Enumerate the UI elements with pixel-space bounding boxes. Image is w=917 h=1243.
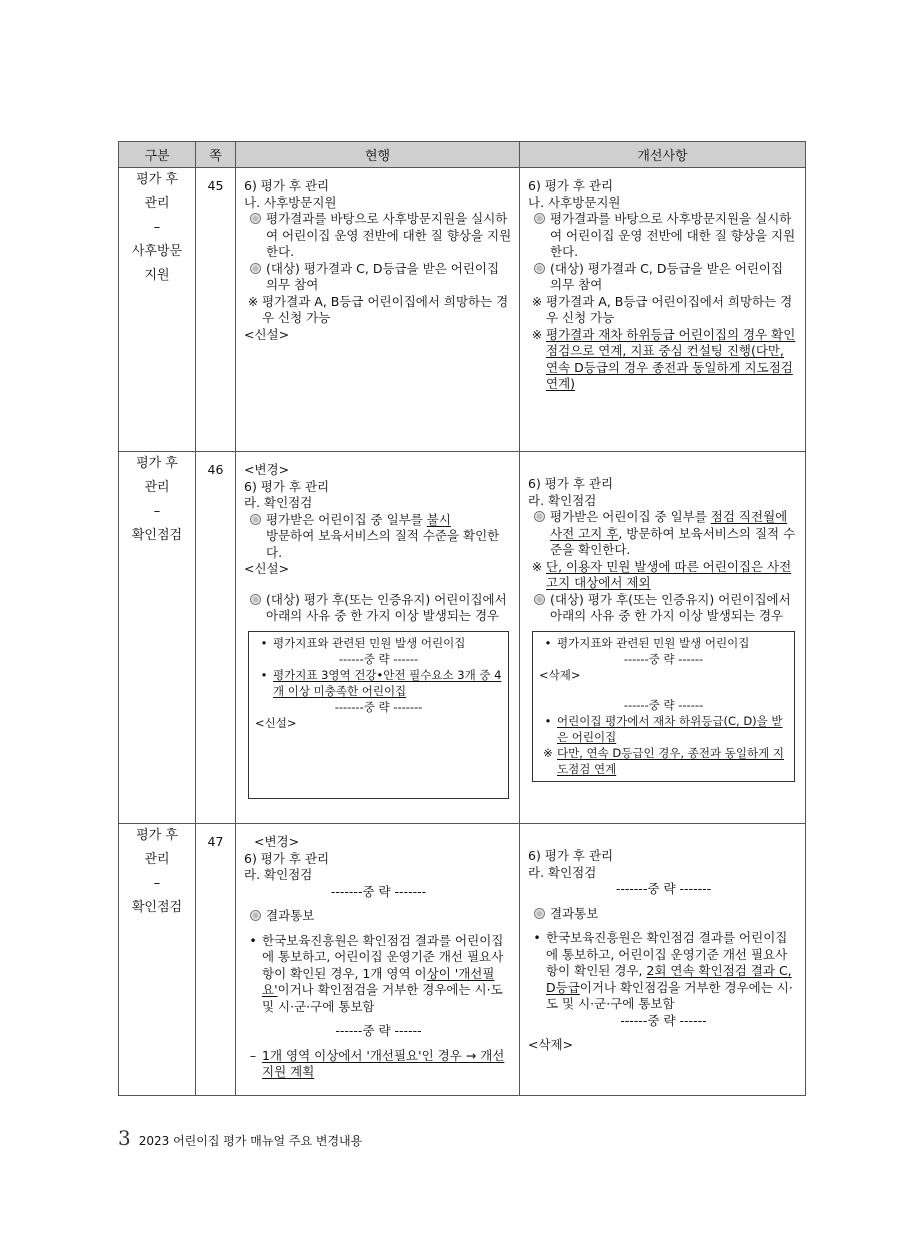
omission-mark: -------중 략 ------- xyxy=(330,883,427,899)
note-item xyxy=(528,294,799,327)
category-line: 관리 xyxy=(144,852,170,867)
reference-mark-icon: ※ xyxy=(543,745,553,760)
table-row xyxy=(119,168,806,452)
box-item xyxy=(539,713,788,745)
page-cell: 45 xyxy=(196,168,236,452)
box-text: 다만, 연속 D등급인 경우, 종전과 동일하게 지도점검 연계 xyxy=(557,745,784,776)
section-heading: 6) 평가 후 관리 xyxy=(244,478,330,494)
category-line: 관리 xyxy=(144,196,170,211)
table-row xyxy=(119,824,806,1096)
box-item xyxy=(539,635,788,651)
circle-bullet-icon xyxy=(244,512,266,562)
omission-mark: ------중 략 ------ xyxy=(335,1023,422,1038)
change-tag: <변경> xyxy=(244,462,290,477)
delete-tag: <삭제> xyxy=(539,667,581,682)
list-item xyxy=(244,1048,513,1081)
section-subheading: 나. 사후방문지원 xyxy=(528,194,621,210)
note-text: 단, 이용자 민원 발생에 따른 어린이집은 사전 고지 대상에서 제외 xyxy=(546,558,792,590)
box-text: 평가지표와 관련된 민원 발생 어린이집 xyxy=(557,635,750,650)
section-heading: 6) 평가 후 관리 xyxy=(528,848,614,863)
list-item xyxy=(528,906,799,923)
section-subheading: 나. 사후방문지원 xyxy=(244,194,337,210)
text-run: 이거나 확인점검을 거부한 경우에는 시·도 및 시·군·구에 통보함 xyxy=(262,982,503,1014)
dot-bullet-icon: • xyxy=(249,932,257,948)
omission-mark: ------중 략 ------ xyxy=(623,697,704,712)
circle-bullet-icon xyxy=(244,908,266,925)
text-run: 평가받은 어린이집 중 일부를 xyxy=(550,509,711,524)
dot-bullet-icon: • xyxy=(260,635,268,650)
box-item xyxy=(539,745,788,777)
list-item xyxy=(528,592,799,625)
circle-bullet-icon xyxy=(528,261,550,294)
item-text: 평가결과를 바탕으로 사후방문지원을 실시하여 어린이집 운영 전반에 대한 질 향상을 지원한다. xyxy=(266,211,512,259)
current-cell xyxy=(236,168,520,452)
list-item xyxy=(244,933,513,1016)
category-cell xyxy=(119,168,196,452)
category-line: 관리 xyxy=(144,480,170,495)
section-subheading: 라. 확인점검 xyxy=(528,864,597,880)
item-text xyxy=(262,933,513,1016)
section-heading: 6) 평가 후 관리 xyxy=(244,850,330,866)
reference-mark-icon: ※ xyxy=(531,558,543,574)
circle-bullet-icon xyxy=(528,211,550,261)
category-line: 사후방문 xyxy=(131,244,183,259)
circle-bullet-icon xyxy=(244,211,266,261)
text-run: 한국보육진흥원은 확인점검 결과를 어린이집에 통보하고, 어린이집 운영기준 개선 필요사항이 확인된 경우, xyxy=(546,930,788,978)
list-item xyxy=(528,930,799,1013)
page-footer xyxy=(118,1126,362,1150)
note-item xyxy=(244,294,513,327)
circle-bullet-icon xyxy=(528,592,550,625)
header-improved: 개선사항 xyxy=(520,142,806,168)
change-tag: <변경> xyxy=(254,834,300,849)
improved-cell xyxy=(520,824,806,1096)
new-tag: <신설> xyxy=(244,326,290,342)
table-row xyxy=(119,452,806,824)
reference-mark-icon: ※ xyxy=(247,293,259,309)
comparison-table xyxy=(118,141,806,1096)
item-text: (대상) 평가 후(또는 인증유지) 어린이집에서 아래의 사유 중 한 가지 이상 발생되는 경우 xyxy=(266,591,507,623)
list-item xyxy=(528,211,799,261)
note-item xyxy=(528,327,799,393)
section-heading: 6) 평가 후 관리 xyxy=(244,178,330,193)
category-line: 지원 xyxy=(144,268,170,283)
improved-cell xyxy=(520,452,806,824)
omission-mark: -------중 략 ------- xyxy=(334,699,423,714)
list-item xyxy=(244,592,513,625)
circle-bullet-icon xyxy=(244,592,266,625)
underlined-text: 2회 연속 확인점검 결과 C, D등급 xyxy=(546,963,792,995)
item-text xyxy=(266,512,513,562)
delete-tag: <삭제> xyxy=(528,1037,574,1052)
circle-bullet-icon xyxy=(528,906,550,923)
list-item xyxy=(244,908,513,925)
note-text: 평가결과 재차 하위등급 어린이집의 경우 확인점검으로 연계, 지표 중심 컨설팅 진행(다만, 연속 D등급의 경우 종전과 동일하게 지도점검 연계) xyxy=(546,326,796,391)
header-page: 쪽 xyxy=(196,142,236,168)
text-run: 방문하여 보육서비스의 질적 수준을 확인한다. xyxy=(266,528,500,560)
text-run: 이거나 확인점검을 거부한 경우에는 시·도 및 시·군·구에 통보함 xyxy=(546,979,793,1011)
category-line: 평가 후 xyxy=(136,172,178,187)
list-item xyxy=(244,211,513,261)
omission-mark: ------중 략 ------ xyxy=(620,1012,707,1028)
category-line: 확인점검 xyxy=(131,528,183,543)
omission-mark: ------중 략 ------ xyxy=(623,651,704,666)
omission-mark: ------중 략 ------ xyxy=(338,651,419,666)
list-item xyxy=(528,509,799,559)
list-item xyxy=(244,512,513,562)
underlined-text: 점검 직전월에 사전 고지 후 xyxy=(550,509,788,541)
header-row xyxy=(119,142,806,168)
dot-bullet-icon: • xyxy=(544,635,552,650)
improved-cell xyxy=(520,168,806,452)
footer-title: 2023 어린이집 평가 매뉴얼 주요 변경내용 xyxy=(138,1134,363,1148)
omission-mark: -------중 략 ------- xyxy=(615,881,712,896)
item-text: (대상) 평가 후(또는 인증유지) 어린이집에서 아래의 사유 중 한 가지 이상 발생되는 경우 xyxy=(550,591,791,623)
item-text: 결과통보 xyxy=(550,905,599,921)
circle-bullet-icon xyxy=(528,509,550,559)
dot-bullet-icon: • xyxy=(260,667,268,682)
item-text: (대상) 평가결과 C, D등급을 받은 어린이집 의무 참여 xyxy=(550,260,784,292)
underlined-text: '개선필요' xyxy=(262,965,495,997)
page-cell: 47 xyxy=(196,824,236,1096)
category-line: 확인점검 xyxy=(131,900,183,915)
section-heading: 6) 평가 후 관리 xyxy=(528,476,614,491)
current-cell xyxy=(236,824,520,1096)
header-category: 구분 xyxy=(119,142,196,168)
note-item xyxy=(528,559,799,592)
category-cell xyxy=(119,824,196,1096)
category-line: 평가 후 xyxy=(136,456,178,471)
item-text: 결과통보 xyxy=(266,908,315,923)
item-text: (대상) 평가결과 C, D등급을 받은 어린이집 의무 참여 xyxy=(266,260,500,292)
box-text: 어린이집 평가에서 재차 하위등급(C, D)을 받은 어린이집 xyxy=(557,713,783,744)
reference-mark-icon: ※ xyxy=(531,293,543,309)
list-item xyxy=(528,261,799,294)
text-run: , 방문하여 보육서비스의 질적 수준을 확인한다. xyxy=(550,525,796,557)
category-line: – xyxy=(153,220,161,235)
box-text: 평가지표와 관련된 민원 발생 어린이집 xyxy=(273,635,466,650)
circle-bullet-icon xyxy=(244,261,266,294)
item-text xyxy=(550,509,799,559)
section-heading: 6) 평가 후 관리 xyxy=(528,178,614,193)
new-tag: <신설> xyxy=(255,715,297,730)
text-run: 한국보육진흥원은 확인점검 결과를 어린이집에 통보하고, 어린이집 운영기준 개선 필요사항이 확인된 경우, 1개 영역 이 xyxy=(262,932,504,981)
page-number: 3 xyxy=(118,1126,131,1150)
box-item xyxy=(255,635,502,651)
current-cell xyxy=(236,452,520,824)
section-subheading: 라. 확인점검 xyxy=(528,492,597,508)
category-line: – xyxy=(153,504,161,519)
box-item xyxy=(255,667,502,699)
list-item xyxy=(244,261,513,294)
page-cell: 46 xyxy=(196,452,236,824)
box-text: 평가지표 3영역 건강•안전 필수요소 3개 중 4개 이상 미충족한 어린이집 xyxy=(273,667,502,698)
item-text: 1개 영역 이상에서 '개선필요'인 경우 → 개선 지원 계획 xyxy=(262,1047,505,1079)
underlined-text: 상이 xyxy=(426,965,451,981)
section-subheading: 라. 확인점검 xyxy=(244,867,313,882)
dash-bullet-icon: – xyxy=(249,1047,257,1063)
criteria-box xyxy=(248,631,509,799)
note-text: 평가결과 A, B등급 어린이집에서 희망하는 경우 신청 가능 xyxy=(546,293,793,325)
dot-bullet-icon: • xyxy=(533,930,541,945)
header-current: 현행 xyxy=(236,142,520,168)
reference-mark-icon: ※ xyxy=(531,326,543,342)
note-text: 평가결과 A, B등급 어린이집에서 희망하는 경우 신청 가능 xyxy=(262,293,509,325)
criteria-box xyxy=(532,631,795,782)
underlined-text: 불시 xyxy=(426,511,451,527)
section-subheading: 라. 확인점검 xyxy=(244,495,313,510)
item-text: 평가결과를 바탕으로 사후방문지원을 실시하여 어린이집 운영 전반에 대한 질 향상을 지원한다. xyxy=(550,211,796,259)
category-line: – xyxy=(153,876,161,891)
new-tag: <신설> xyxy=(244,561,290,576)
item-text xyxy=(546,930,799,1013)
category-cell xyxy=(119,452,196,824)
text-run: 평가받은 어린이집 중 일부를 xyxy=(266,511,427,527)
dot-bullet-icon: • xyxy=(544,713,552,728)
category-line: 평가 후 xyxy=(136,828,178,843)
